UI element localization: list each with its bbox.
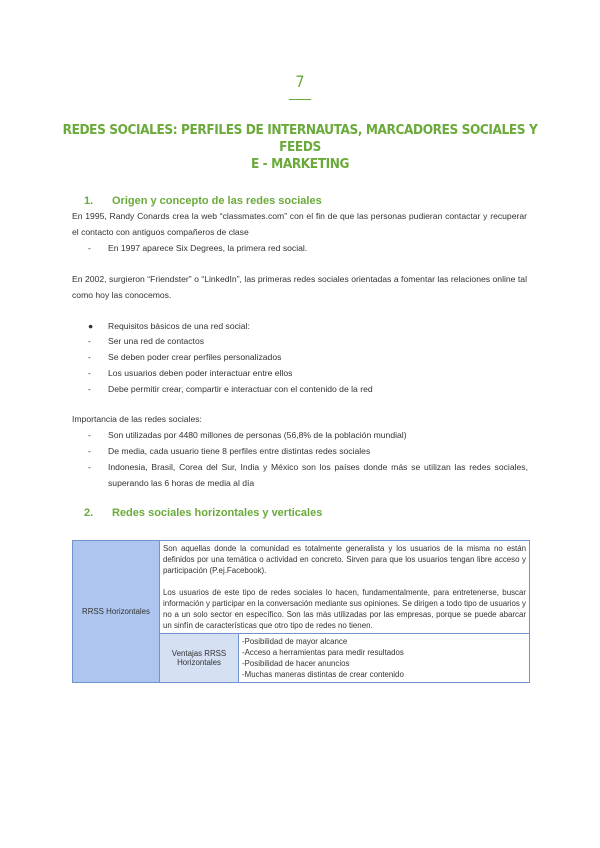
list-item-text: De media, cada usuario tiene 8 perfiles entre distintas redes sociales xyxy=(108,446,371,456)
chapter-title xyxy=(40,122,560,173)
list-item-text: Ser una red de contactos xyxy=(108,336,205,346)
rrss-row-label: RRSS Horizontales xyxy=(73,541,160,683)
section1-para1: En 1995, Randy Conards crea la web “classmates.com” con el fin de que las personas pudieran contactar y recuperar el contacto con antiguos compañeros de clase xyxy=(72,211,527,237)
list-item-text: Debe permitir crear, compartir e interactuar con el contenido de la red xyxy=(108,384,373,394)
chapter-title-line2: E - MARKETING xyxy=(250,156,350,172)
list-item: - Son utilizadas por 4480 millones de personas (56,8% de la población mundial) xyxy=(88,430,407,440)
rrss-desc-p2: Los usuarios de este tipo de redes sociales lo hacen, fundamentalmente, para entretenerse, buscar información y participar en la conversación mediante sus opiniones. Se dirigen a todo tipo de usuarios y no a un solo sector en específico. Son las más utilizadas por las empresas, porque se puede abarcar un sinfín de características que otro tipo de redes no tienen. xyxy=(163,588,526,630)
rrss-desc-p1: Son aquellas donde la comunidad es totalmente generalista y los usuarios de la misma no están definidos por una temática o actividad en concreto. Sirven para que los usuarios tengan libre acceso y participación (P.ej.Facebook). xyxy=(163,544,526,575)
section2-heading xyxy=(84,507,322,519)
section1-para2: En 2002, surgieron “Friendster” o “LinkedIn”, las primeras redes sociales orientadas a fomentar las relaciones online tal como hoy las conocemos. xyxy=(72,274,527,300)
chapter-number: 7 xyxy=(295,72,305,91)
list-item-text: Son utilizadas por 4480 millones de personas (56,8% de la población mundial) xyxy=(108,430,407,440)
section2-heading-text: Redes sociales horizontales y verticales xyxy=(112,507,323,519)
dash-item-text: En 1997 aparece Six Degrees, la primera red social. xyxy=(108,243,308,253)
ventajas-label: Ventajas RRSS Horizontales xyxy=(160,634,239,683)
ventaja-item: -Acceso a herramientas para medir resultados xyxy=(242,648,404,657)
chapter-rule xyxy=(289,99,311,100)
section1-heading-text: Origen y concepto de las redes sociales xyxy=(112,195,322,207)
ventaja-item: -Posibilidad de hacer anuncios xyxy=(242,659,350,668)
rrss-table xyxy=(72,540,530,683)
list-item: - De media, cada usuario tiene 8 perfiles entre distintas redes sociales xyxy=(88,446,371,456)
requisitos-bullet xyxy=(88,318,528,334)
dash-marker: - xyxy=(88,243,91,253)
list-item: - Ser una red de contactos xyxy=(88,336,205,346)
list-item: - Debe permitir crear, compartir e interactuar con el contenido de la red xyxy=(88,384,373,394)
list-item-wrapped: - Indonesia, Brasil, Corea del Sur, India y México son los países donde más se utilizan las redes sociales, superando las 6 horas de media al día xyxy=(88,459,528,491)
bullet-marker: ● xyxy=(88,321,94,331)
chapter-title-line1: REDES SOCIALES: PERFILES DE INTERNAUTAS, MARCADORES SOCIALES Y FEEDS xyxy=(62,122,538,155)
section2-number: 2. xyxy=(84,507,94,519)
importancia-intro: Importancia de las redes sociales: xyxy=(72,414,202,424)
list-item-text: Se deben poder crear perfiles personalizados xyxy=(108,352,282,362)
section1-dash-item xyxy=(88,240,528,256)
list-item-text: Indonesia, Brasil, Corea del Sur, India y México son los países donde más se utilizan las redes sociales, superando las 6 horas de media al día xyxy=(108,462,528,488)
rrss-description-cell xyxy=(160,541,530,634)
ventaja-item: -Muchas maneras distintas de crear contenido xyxy=(242,670,404,679)
table-row xyxy=(73,541,530,634)
requisitos-bullet-text: Requisitos básicos de una red social: xyxy=(108,321,250,331)
section1-heading xyxy=(84,195,322,207)
list-item: - Los usuarios deben poder interactuar entre ellos xyxy=(88,368,293,378)
section1-number: 1. xyxy=(84,195,94,207)
list-item-text: Los usuarios deben poder interactuar entre ellos xyxy=(108,368,293,378)
ventajas-cell xyxy=(239,634,530,683)
ventaja-item: -Posibilidad de mayor alcance xyxy=(242,637,348,646)
list-item: - Se deben poder crear perfiles personalizados xyxy=(88,352,282,362)
